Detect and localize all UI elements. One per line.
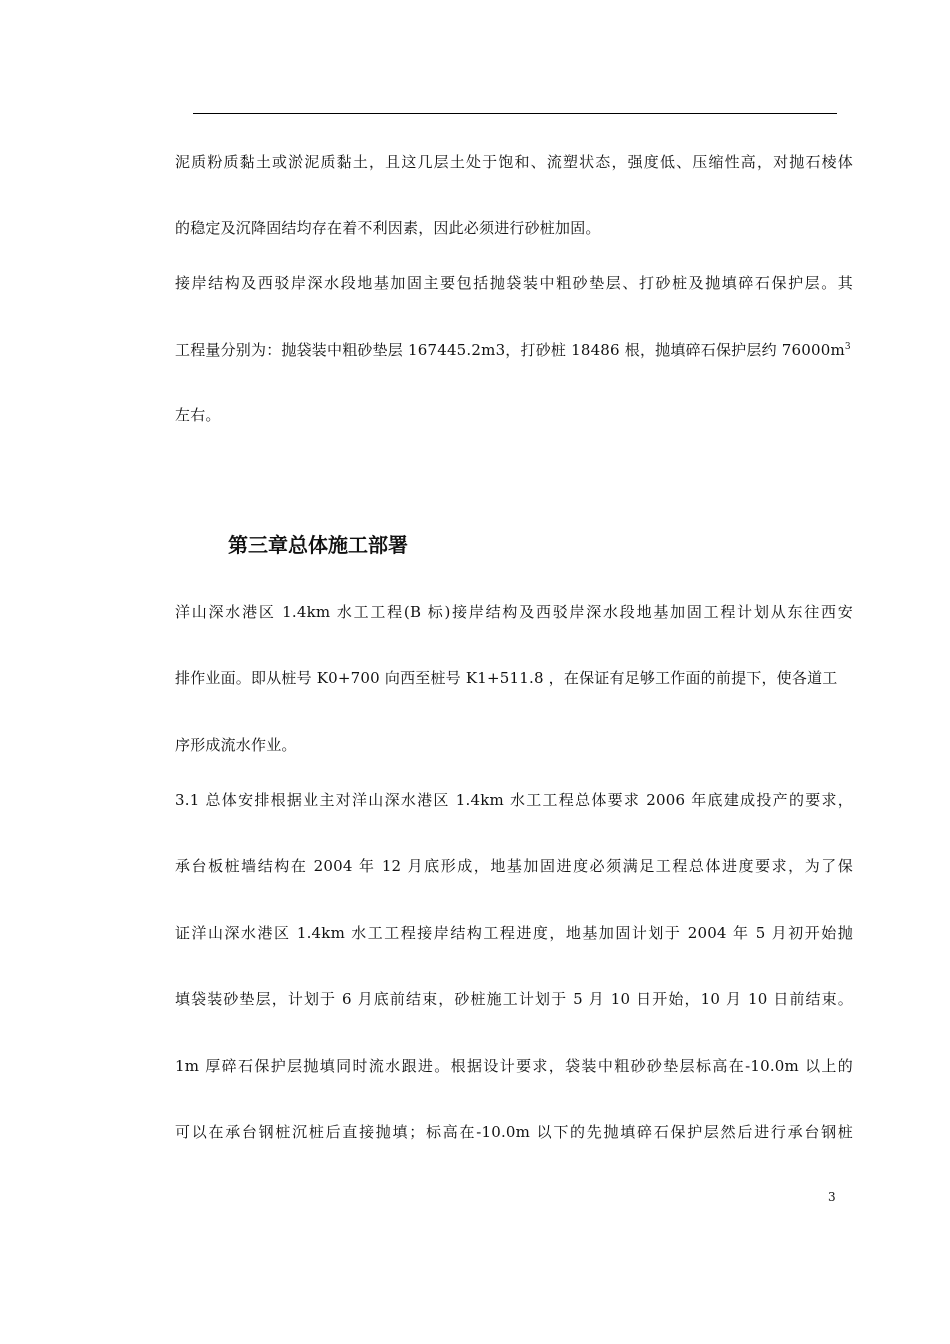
paragraph-1-line-2: 的稳定及沉降固结均存在着不利因素，因此必须进行砂桩加固。 xyxy=(175,219,601,237)
paragraph-3-line-2: 排作业面。即从桩号 K0+700 向西至桩号 K1+511.8 ，在保证有足够工作面的前提下，使各道工 xyxy=(175,669,838,687)
paragraph-4-line-2: 承台板桩墙结构在 2004 年 12 月底形成，地基加固进度必须满足工程总体进度要求，为了保 xyxy=(175,857,853,875)
cubic-superscript: 3 xyxy=(844,342,851,352)
chapter-heading: 第三章总体施工部署 xyxy=(228,533,408,557)
paragraph-2-line-3: 左右。 xyxy=(175,406,221,424)
paragraph-2-line-1: 接岸结构及西驳岸深水段地基加固主要包括抛袋装中粗砂垫层、打砂桩及抛填碎石保护层。其 xyxy=(175,274,853,292)
page-number: 3 xyxy=(828,1190,836,1204)
paragraph-3-line-3: 序形成流水作业。 xyxy=(175,736,297,754)
paragraph-2-line-2-text: 工程量分别为：抛袋装中粗砂垫层 167445.2m3，打砂桩 18486 根，抛填碎石保护层约 76000m xyxy=(175,341,845,359)
paragraph-4-line-1: 3.1 总体安排根据业主对洋山深水港区 1.4km 水工工程总体要求 2006 年底建成投产的要求， xyxy=(175,791,853,809)
header-rule xyxy=(193,113,837,114)
paragraph-1-line-1: 泥质粉质黏土或淤泥质黏土，且这几层土处于饱和、流塑状态，强度低、压缩性高，对抛石棱体 xyxy=(175,153,853,171)
paragraph-2-line-2 xyxy=(175,340,865,360)
paragraph-4-line-5: 1m 厚碎石保护层抛填同时流水跟进。根据设计要求，袋装中粗砂砂垫层标高在-10.0m 以上的 xyxy=(175,1057,853,1075)
paragraph-4-line-6: 可以在承台钢桩沉桩后直接抛填；标高在-10.0m 以下的先抛填碎石保护层然后进行承台钢桩 xyxy=(175,1123,853,1141)
paragraph-3-line-1: 洋山深水港区 1.4km 水工工程(B 标)接岸结构及西驳岸深水段地基加固工程计划从东往西安 xyxy=(175,603,853,621)
paragraph-4-line-3: 证洋山深水港区 1.4km 水工工程接岸结构工程进度，地基加固计划于 2004 年 5 月初开始抛 xyxy=(175,924,853,942)
paragraph-4-line-4: 填袋装砂垫层，计划于 6 月底前结束，砂桩施工计划于 5 月 10 日开始，10 月 10 日前结束。 xyxy=(175,990,853,1008)
